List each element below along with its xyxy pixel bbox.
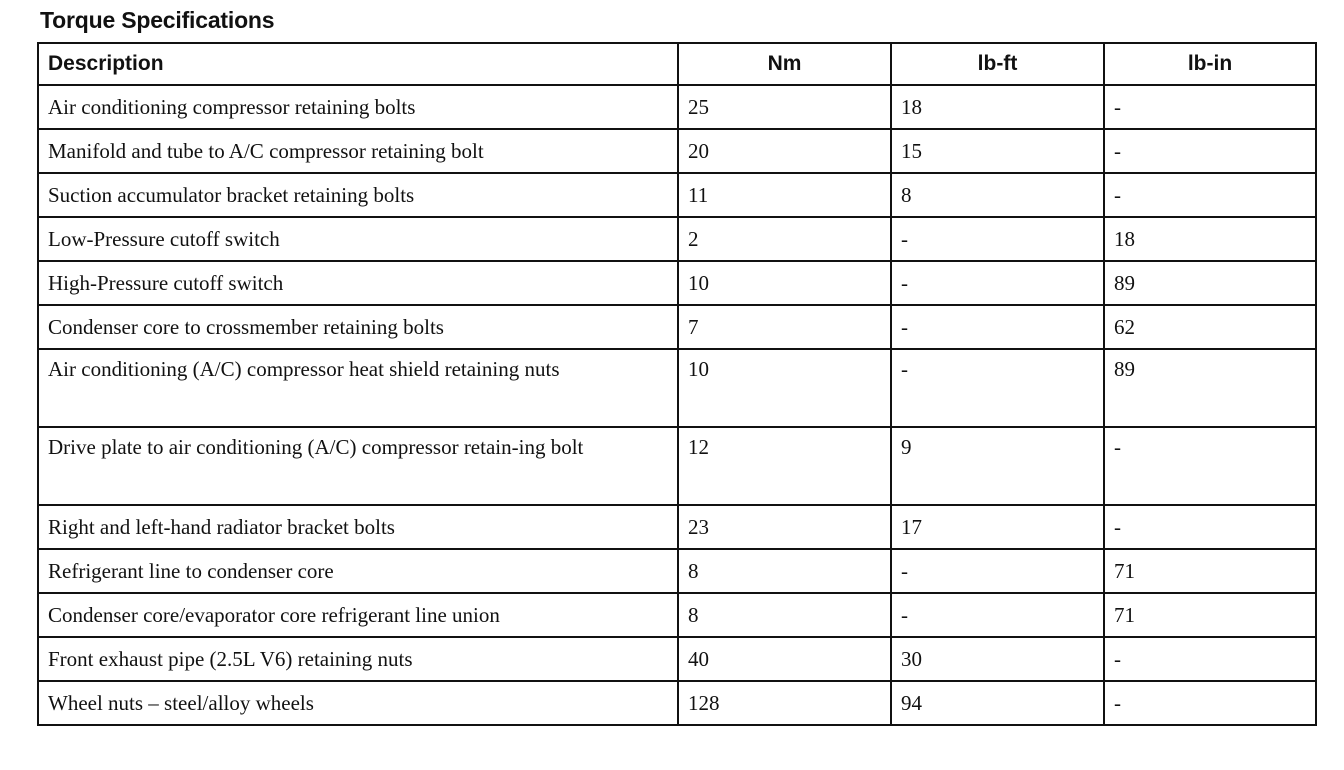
cell-description: Suction accumulator bracket retaining bolts <box>38 173 678 217</box>
cell-lbin: 89 <box>1104 349 1316 427</box>
cell-lbft: 8 <box>891 173 1104 217</box>
cell-description: Front exhaust pipe (2.5L V6) retaining nuts <box>38 637 678 681</box>
cell-description: Low-Pressure cutoff switch <box>38 217 678 261</box>
cell-description: Wheel nuts – steel/alloy wheels <box>38 681 678 725</box>
cell-lbin: 62 <box>1104 305 1316 349</box>
cell-nm: 23 <box>678 505 891 549</box>
cell-lbin: - <box>1104 173 1316 217</box>
cell-description: Condenser core to crossmember retaining bolts <box>38 305 678 349</box>
table-row <box>38 681 1316 725</box>
cell-nm: 2 <box>678 217 891 261</box>
table-row <box>38 129 1316 173</box>
cell-lbft: - <box>891 349 1104 427</box>
cell-lbft: 15 <box>891 129 1104 173</box>
cell-lbft: - <box>891 261 1104 305</box>
cell-nm: 25 <box>678 85 891 129</box>
table-row <box>38 349 1316 427</box>
cell-nm: 8 <box>678 549 891 593</box>
cell-nm: 20 <box>678 129 891 173</box>
cell-description: Right and left-hand radiator bracket bolts <box>38 505 678 549</box>
table-row <box>38 637 1316 681</box>
table-row <box>38 549 1316 593</box>
cell-lbin: - <box>1104 505 1316 549</box>
cell-nm: 11 <box>678 173 891 217</box>
cell-description: Drive plate to air conditioning (A/C) compressor retain-ing bolt <box>38 427 678 505</box>
cell-lbin: - <box>1104 85 1316 129</box>
cell-lbin: 71 <box>1104 593 1316 637</box>
table-row <box>38 427 1316 505</box>
cell-lbft: 17 <box>891 505 1104 549</box>
cell-description: Air conditioning (A/C) compressor heat shield retaining nuts <box>38 349 678 427</box>
table-row <box>38 217 1316 261</box>
cell-nm: 40 <box>678 637 891 681</box>
cell-description: High-Pressure cutoff switch <box>38 261 678 305</box>
header-row <box>38 43 1316 85</box>
torque-spec-table <box>37 42 1317 726</box>
cell-lbft: - <box>891 305 1104 349</box>
cell-description: Manifold and tube to A/C compressor retaining bolt <box>38 129 678 173</box>
cell-lbft: - <box>891 549 1104 593</box>
cell-nm: 7 <box>678 305 891 349</box>
cell-lbin: - <box>1104 427 1316 505</box>
header-nm: Nm <box>678 43 891 85</box>
cell-nm: 10 <box>678 261 891 305</box>
cell-description: Condenser core/evaporator core refrigerant line union <box>38 593 678 637</box>
cell-lbin: - <box>1104 681 1316 725</box>
cell-lbin: 18 <box>1104 217 1316 261</box>
cell-lbft: - <box>891 593 1104 637</box>
header-description: Description <box>38 43 678 85</box>
table-row <box>38 173 1316 217</box>
cell-nm: 12 <box>678 427 891 505</box>
cell-lbin: 89 <box>1104 261 1316 305</box>
table-row <box>38 261 1316 305</box>
cell-lbft: 18 <box>891 85 1104 129</box>
cell-lbin: - <box>1104 637 1316 681</box>
table-row <box>38 505 1316 549</box>
cell-nm: 10 <box>678 349 891 427</box>
cell-lbft: - <box>891 217 1104 261</box>
cell-lbft: 94 <box>891 681 1104 725</box>
table-row <box>38 593 1316 637</box>
cell-lbft: 9 <box>891 427 1104 505</box>
cell-nm: 8 <box>678 593 891 637</box>
cell-nm: 128 <box>678 681 891 725</box>
cell-description: Refrigerant line to condenser core <box>38 549 678 593</box>
table-row <box>38 305 1316 349</box>
cell-lbft: 30 <box>891 637 1104 681</box>
header-lbin: lb-in <box>1104 43 1316 85</box>
header-lbft: lb-ft <box>891 43 1104 85</box>
page-title: Torque Specifications <box>40 7 275 33</box>
cell-description: Air conditioning compressor retaining bolts <box>38 85 678 129</box>
cell-lbin: - <box>1104 129 1316 173</box>
table-row <box>38 85 1316 129</box>
cell-lbin: 71 <box>1104 549 1316 593</box>
